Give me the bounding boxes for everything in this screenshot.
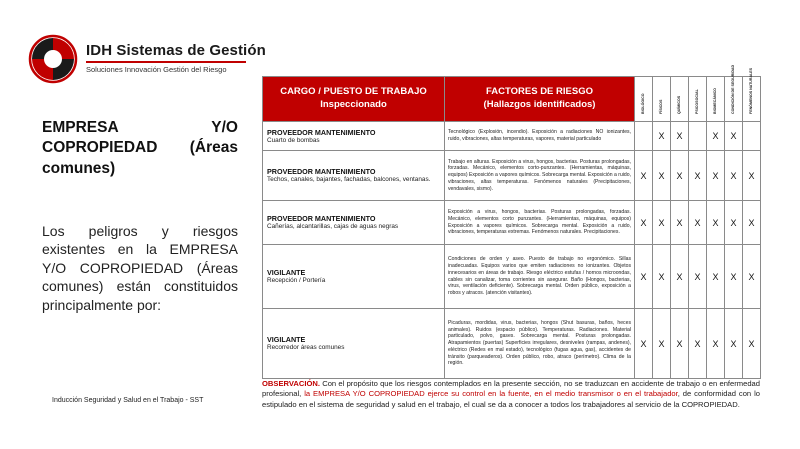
risk-mark: X: [671, 245, 689, 309]
factors-cell: Condiciones de orden y aseo. Puesto de trabajo no ergonómico. Sillas inadecuadas. Equipos varios que emiten radiaciones no ionizantes. Objetos innecesarios en áreas de trabajo. Riesgo eléctrico estufas / hornos microondas, cables sin canalizar, toma corrientes sin asegurar. Baño (Hongos, bacterias, virus, ventilación deficiente). Sobrecarga mental. Orden público, exposición a robos y atracos. (atención visitantes).: [445, 245, 635, 309]
header-cargo-subtitle: Inspeccionado: [320, 99, 387, 110]
section-description: Los peligros y riesgos existentes en la EMPRESA Y/O COPROPIEDAD (Áreas comunes) están constituidos principalmente por:: [42, 223, 238, 313]
header-factores-subtitle: (Hallazgos identificados): [483, 99, 596, 110]
table-row: [263, 309, 761, 379]
risk-mark: X: [707, 309, 725, 379]
risk-mark: X: [707, 151, 725, 201]
risk-mark: X: [689, 245, 707, 309]
risk-mark: X: [725, 309, 743, 379]
factors-cell: Trabajo en alturas. Exposición a virus, hongos, bacterias. Posturas prolongadas, forzadas. Mecánico, elementos corto-punzantes. (Herramientas, máquinas, equipos) Exposición a vapores químicos. Sobrecarga mental. Exposición a ruido, vibraciones, altas temperaturas. Fenómenos naturales (Precipitaciones, vendavales, sismo).: [445, 151, 635, 201]
position-name: PROVEEDOR MANTENIMIENTO: [267, 127, 376, 137]
risk-column-label: FÍSICOS: [658, 99, 663, 115]
risk-mark: X: [671, 201, 689, 245]
position-area: Recorredor áreas comunes: [267, 344, 345, 351]
risk-column-label: PSICOSOCIAL: [694, 89, 699, 115]
risk-mark: X: [635, 309, 653, 379]
brand-name: IDH Sistemas de Gestión: [86, 42, 266, 59]
risk-mark: X: [689, 309, 707, 379]
header-risk-psicosocial: [689, 77, 707, 122]
risk-mark: X: [653, 245, 671, 309]
position-name: VIGILANTE: [267, 335, 306, 344]
brand-tagline: Soluciones Innovación Gestión del Riesgo: [86, 65, 227, 74]
footer-note: Inducción Seguridad y Salud en el Trabajo - SST: [52, 397, 204, 404]
risk-mark: X: [707, 245, 725, 309]
section-heading: EMPRESA Y/O COPROPIEDAD (Áreas comunes): [42, 119, 238, 177]
risk-mark: X: [671, 309, 689, 379]
factors-cell: Picaduras, mordidas, virus, bacterias, hongos (Shut basuras, baños, heces animales). Ruidos (espacio público). Temperaturas. Radiaciones. Material particulado, polvo, gases. Sobrecarga mental. Posturas prolongadas. Atrapamientos (puertas) Superficies irregulares, desniveles (rampas, andenes), eléctrico (Redes en mal estado), tecnológico (fugas agua, gas), accidentes de tránsito (parqueaderos). Orden público, robo, atraco (perímetro). Clima de la región.: [445, 309, 635, 379]
cargo-cell: [263, 151, 445, 201]
risk-mark: X: [671, 151, 689, 201]
position-name: PROVEEDOR MANTENIMIENTO: [267, 214, 376, 223]
risk-mark: X: [725, 151, 743, 201]
risk-mark: X: [725, 122, 743, 151]
risk-mark: X: [671, 122, 689, 151]
risk-mark: X: [653, 309, 671, 379]
risk-column-label: QUÍMICOS: [676, 95, 681, 115]
risk-column-label: BIOMECÁNICO: [712, 88, 717, 115]
risk-mark: X: [653, 151, 671, 201]
table-header-row: [263, 77, 761, 122]
position-area: Cañerías, alcantarillas, cajas de aguas negras: [267, 223, 399, 230]
position-area: Techos, canales, bajantes, fachadas, balcones, ventanas.: [267, 176, 431, 183]
header-factores-title: FACTORES DE RIESGO: [486, 86, 593, 98]
risk-mark: X: [689, 201, 707, 245]
position-area: Cuarto de bombas: [267, 136, 320, 144]
position-name: PROVEEDOR MANTENIMIENTO: [267, 167, 376, 176]
cargo-cell: [263, 122, 445, 151]
table-row: [263, 201, 761, 245]
risk-mark: X: [725, 201, 743, 245]
risk-mark: X: [707, 122, 725, 151]
risk-mark: [689, 122, 707, 151]
risk-mark: X: [707, 201, 725, 245]
risk-mark: [635, 122, 653, 151]
risk-mark: X: [635, 201, 653, 245]
position-name: VIGILANTE: [267, 268, 306, 277]
risk-mark: X: [743, 309, 761, 379]
brand-divider: [86, 61, 246, 63]
risk-mark: X: [743, 201, 761, 245]
risk-mark: X: [725, 245, 743, 309]
cargo-cell: [263, 201, 445, 245]
header-risk-biomecanico: [707, 77, 725, 122]
table-row: [263, 122, 761, 151]
risk-column-label: BIOLÓGICO: [640, 93, 645, 115]
risk-column-label: CONDICIÓN DE SEGURIDAD: [730, 64, 735, 115]
header-risk-fenomenos-naturales: [743, 67, 761, 122]
header-risk-fisicos: [653, 77, 671, 122]
observation-label: OBSERVACIÓN.: [262, 379, 320, 388]
table-row: [263, 151, 761, 201]
idh-logo-icon: [28, 34, 78, 84]
risk-mark: X: [743, 245, 761, 309]
risk-mark: X: [635, 151, 653, 201]
header-risk-biologico: [635, 77, 653, 122]
factors-cell: Tecnológico (Explosión, incendio). Exposición a radiaciones NO ionizantes, ruido, vibraciones, altas temperaturas, vapores, material particulado: [445, 122, 635, 151]
table-row: [263, 245, 761, 309]
observation-text-end: , de conformidad con lo estipulado en el sistema de seguridad y salud en el trabajo, el cual se da a conocer a todos los trabajadores al servicio de la COPROPIEDAD.: [262, 389, 760, 409]
observation-note: [262, 379, 760, 410]
risk-mark: X: [653, 122, 671, 151]
observation-text: Con el propósito que los riesgos contemplados en la presente sección, no se traduzcan en accidente de trabajo o en enfermedad profesional,: [262, 379, 760, 399]
cargo-cell: [263, 245, 445, 309]
header-cargo: [263, 77, 445, 122]
risk-mark: X: [743, 151, 761, 201]
risk-mark: X: [635, 245, 653, 309]
risk-column-label: FENÓMENOS NATURALES: [748, 67, 753, 115]
header-factores: [445, 77, 635, 122]
risk-mark: X: [653, 201, 671, 245]
risk-mark: [743, 122, 761, 151]
header-risk-condicion-seguridad: [725, 64, 743, 122]
observation-highlight: la EMPRESA Y/O COPROPIEDAD ejerce su control en la fuente, en el medio transmisor o en el trabajador: [304, 389, 678, 399]
cargo-cell: [263, 309, 445, 379]
position-area: Recepción / Portería: [267, 277, 326, 284]
header-cargo-title: CARGO / PUESTO DE TRABAJO: [280, 86, 427, 98]
risk-mark: X: [689, 151, 707, 201]
header-risk-quimicos: [671, 77, 689, 122]
factors-cell: Exposición a virus, hongos, bacterias. Posturas prolongadas, forzadas. Mecánico, elementos corto punzantes. (Herramientas, máquinas, equipos) Exposición a vapores químicos. Sobrecarga mental. Exposición a ruido, vibraciones, temperaturas extremas. Fenómenos naturales. Precipitaciones.: [445, 201, 635, 245]
risk-table: [262, 64, 761, 379]
